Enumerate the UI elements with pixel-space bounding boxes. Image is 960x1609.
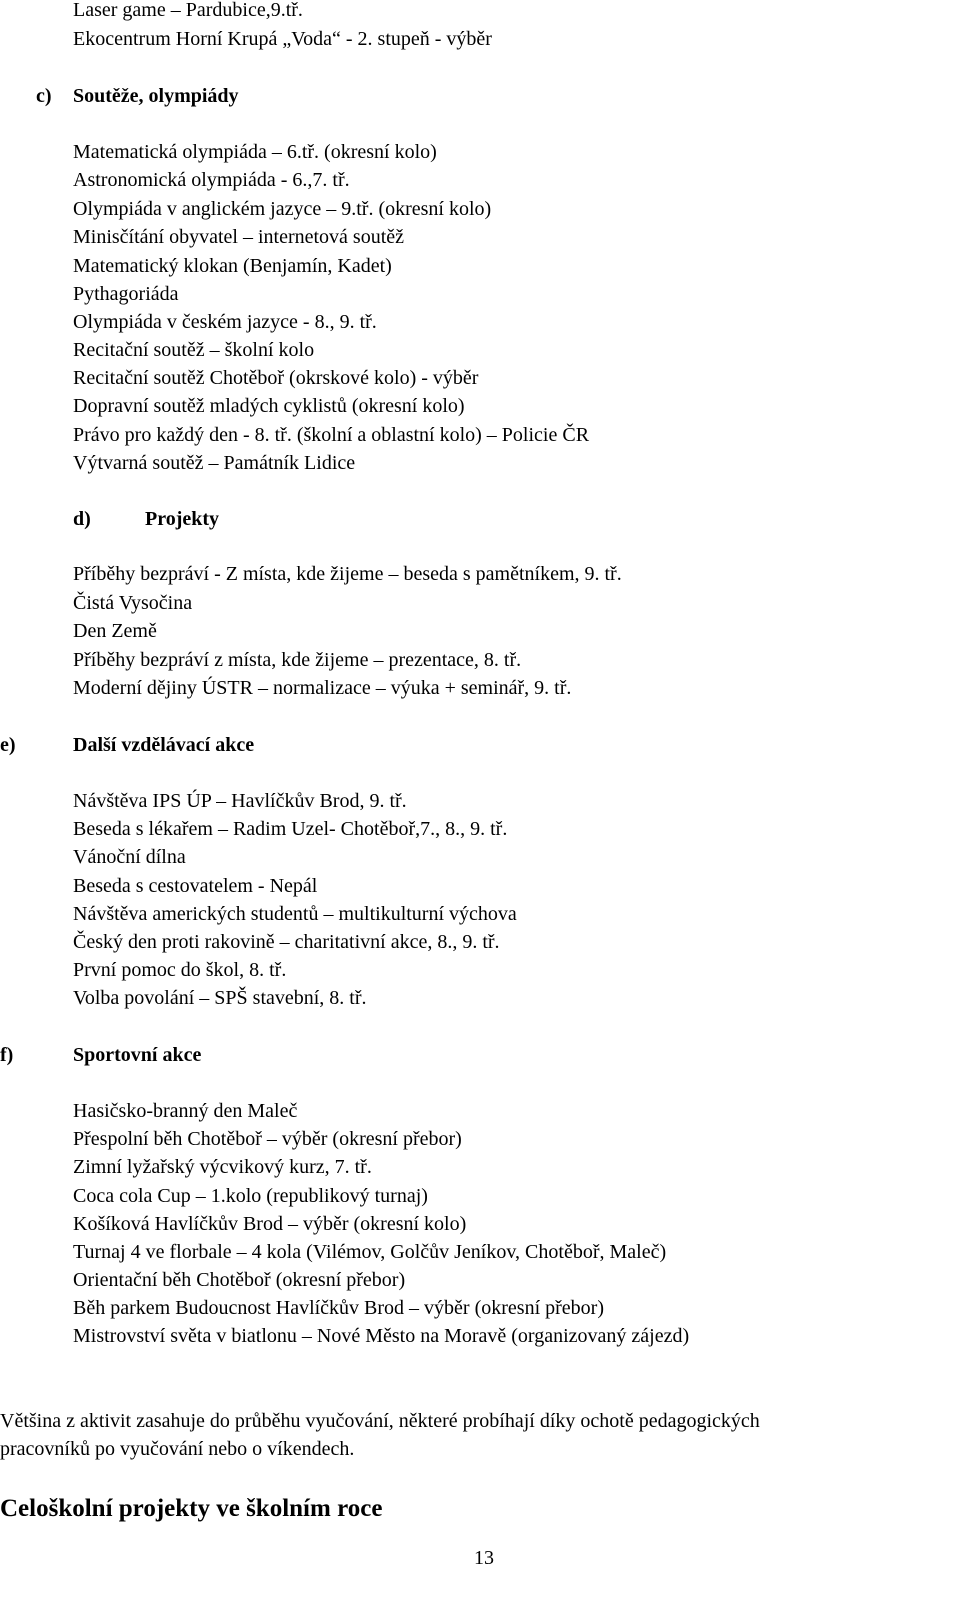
page-number: 13 — [474, 1547, 494, 1569]
list-item: Příběhy bezpráví - Z místa, kde žijeme – beseda s pamětníkem, 9. tř. — [73, 563, 622, 585]
list-item: Coca cola Cup – 1.kolo (republikový turnaj) — [73, 1185, 428, 1207]
list-item: Výtvarná soutěž – Památník Lidice — [73, 452, 356, 474]
list-item: Hasičsko-branný den Maleč — [73, 1100, 298, 1122]
list-item: Vánoční dílna — [73, 846, 186, 868]
list-item: Orientační běh Chotěboř (okresní přebor) — [73, 1269, 406, 1291]
list-item: Olympiáda v anglickém jazyce – 9.tř. (okresní kolo) — [73, 198, 492, 220]
paragraph-line: Většina z aktivit zasahuje do průběhu vyučování, některé probíhají díky ochotě pedagogických — [0, 1410, 760, 1432]
list-item: Běh parkem Budoucnost Havlíčkův Brod – výběr (okresní přebor) — [73, 1297, 604, 1319]
list-item: Minisčítání obyvatel – internetová soutěž — [73, 226, 405, 248]
list-item: Přespolní běh Chotěboř – výběr (okresní přebor) — [73, 1128, 462, 1150]
list-item: Český den proti rakovině – charitativní akce, 8., 9. tř. — [73, 931, 500, 953]
list-item: Právo pro každý den - 8. tř. (školní a oblastní kolo) – Policie ČR — [73, 424, 590, 446]
section-f-label: f) — [0, 1044, 14, 1066]
list-item: Moderní dějiny ÚSTR – normalizace – výuka + seminář, 9. tř. — [73, 677, 572, 699]
section-e-title: Další vzdělávací akce — [73, 734, 255, 756]
section-e-label: e) — [0, 734, 16, 756]
list-item: Příběhy bezpráví z místa, kde žijeme – prezentace, 8. tř. — [73, 649, 522, 671]
paragraph-line: pracovníků po vyučování nebo o víkendech. — [0, 1438, 355, 1460]
list-item: Matematická olympiáda – 6.tř. (okresní kolo) — [73, 141, 437, 163]
list-item: Návštěva IPS ÚP – Havlíčkův Brod, 9. tř. — [73, 790, 407, 812]
section-c-title: Soutěže, olympiády — [73, 85, 239, 107]
list-item: Den Země — [73, 620, 157, 642]
list-item: Čistá Vysočina — [73, 592, 193, 614]
list-item: Recitační soutěž – školní kolo — [73, 339, 315, 361]
list-item: První pomoc do škol, 8. tř. — [73, 959, 287, 981]
list-item: Matematický klokan (Benjamín, Kadet) — [73, 255, 392, 277]
list-item: Recitační soutěž Chotěboř (okrskové kolo) - výběr — [73, 367, 479, 389]
list-item: Volba povolání – SPŠ stavební, 8. tř. — [73, 987, 367, 1009]
list-item: Astronomická olympiáda - 6.,7. tř. — [73, 169, 350, 191]
list-item: Dopravní soutěž mladých cyklistů (okresní kolo) — [73, 395, 465, 417]
section-heading: Celoškolní projekty ve školním roce — [0, 1495, 383, 1522]
section-f-title: Sportovní akce — [73, 1044, 202, 1066]
list-item: Pythagoriáda — [73, 283, 179, 305]
list-item: Zimní lyžařský výcvikový kurz, 7. tř. — [73, 1156, 372, 1178]
list-item: Beseda s cestovatelem - Nepál — [73, 875, 318, 897]
list-item: Návštěva amerických studentů – multikulturní výchova — [73, 903, 517, 925]
section-c-label: c) — [36, 85, 52, 107]
list-item: Ekocentrum Horní Krupá „Voda“ - 2. stupeň - výběr — [73, 28, 492, 50]
list-item: Turnaj 4 ve florbale – 4 kola (Vilémov, Golčův Jeníkov, Chotěboř, Maleč) — [73, 1241, 667, 1263]
section-d-label: d) — [73, 508, 91, 530]
list-item: Laser game – Pardubice,9.tř. — [73, 0, 303, 21]
list-item: Beseda s lékařem – Radim Uzel- Chotěboř,7., 8., 9. tř. — [73, 818, 508, 840]
list-item: Olympiáda v českém jazyce - 8., 9. tř. — [73, 311, 377, 333]
section-d-title: Projekty — [145, 508, 220, 530]
list-item: Košíková Havlíčkův Brod – výběr (okresní kolo) — [73, 1213, 467, 1235]
list-item: Mistrovství světa v biatlonu – Nové Město na Moravě (organizovaný zájezd) — [73, 1325, 690, 1347]
